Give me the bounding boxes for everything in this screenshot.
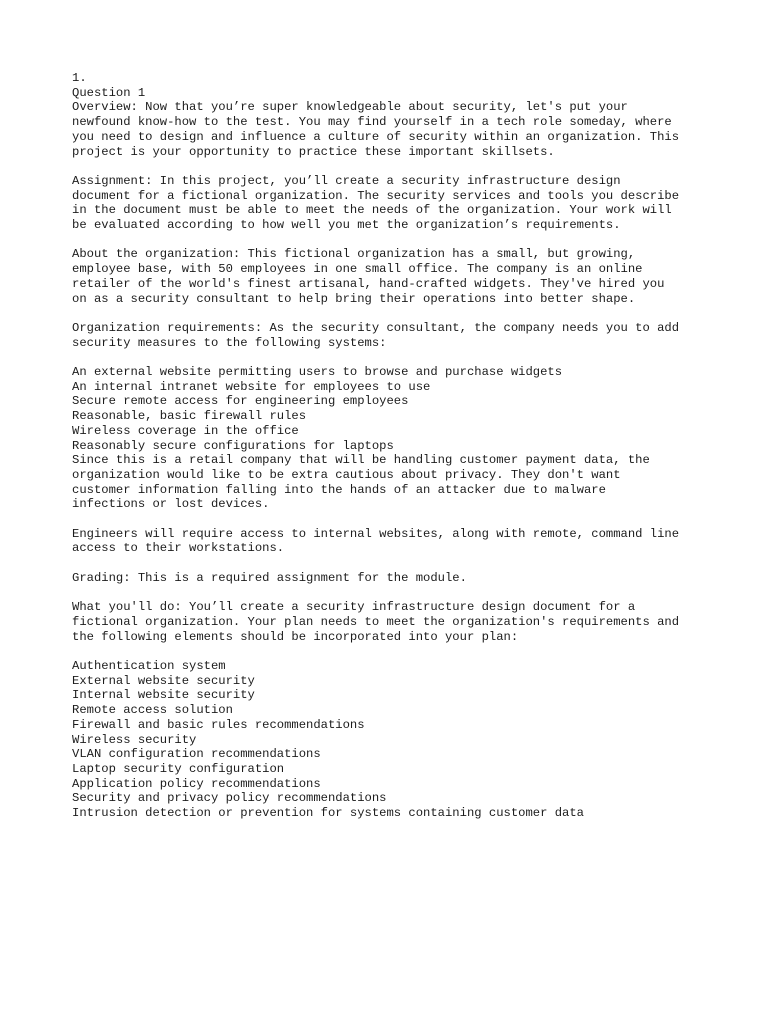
- elements-list-item: VLAN configuration recommendations: [72, 747, 321, 762]
- paragraph-gap: [72, 233, 732, 248]
- paragraph-gap: [72, 306, 732, 321]
- requirements-intro-line: security measures to the following systems:: [72, 335, 387, 350]
- elements-list-item: Laptop security configuration: [72, 761, 285, 776]
- elements-list-item: Internal website security: [72, 688, 255, 703]
- question-number: 1.: [72, 71, 87, 85]
- overview-paragraph: [72, 100, 732, 159]
- requirements-intro-paragraph: [72, 321, 732, 350]
- what-youll-do-line: the following elements should be incorporated into your plan:: [72, 629, 519, 644]
- elements-list-item: Security and privacy policy recommendations: [72, 791, 387, 806]
- document-body: [72, 71, 732, 821]
- elements-list-item: Remote access solution: [72, 703, 233, 718]
- systems-list-item: An internal intranet website for employees to use: [72, 379, 431, 394]
- elements-list: [72, 659, 732, 821]
- privacy-line: organization would like to be extra cautious about privacy. They don't want: [72, 467, 621, 482]
- elements-list-item: Intrusion detection or prevention for systems containing customer data: [72, 806, 584, 821]
- overview-line: you need to design and influence a culture of security within an organization. This: [72, 129, 680, 144]
- overview-line: newfound know-how to the test. You may find yourself in a tech role someday, where: [72, 115, 672, 130]
- elements-list-item: Wireless security: [72, 732, 197, 747]
- what-youll-do-line: fictional organization. Your plan needs to meet the organization's requirements and: [72, 614, 680, 629]
- privacy-line: infections or lost devices.: [72, 497, 270, 512]
- elements-list-item: External website security: [72, 673, 255, 688]
- privacy-paragraph: [72, 453, 732, 512]
- systems-list-item: Reasonably secure configurations for laptops: [72, 438, 394, 453]
- engineers-line: access to their workstations.: [72, 541, 285, 556]
- paragraph-gap: [72, 556, 732, 571]
- privacy-line: Since this is a retail company that will be handling customer payment data, the: [72, 453, 650, 468]
- systems-list-item: Reasonable, basic firewall rules: [72, 409, 307, 424]
- systems-list: [72, 365, 732, 453]
- paragraph-gap: [72, 586, 732, 601]
- systems-list-item: Secure remote access for engineering employees: [72, 394, 409, 409]
- assignment-paragraph: [72, 174, 732, 233]
- what-youll-do-line: What you'll do: You’ll create a security infrastructure design document for a: [72, 600, 636, 615]
- about-line: About the organization: This fictional organization has a small, but growing,: [72, 247, 636, 262]
- engineers-paragraph: [72, 527, 732, 556]
- paragraph-gap: [72, 350, 732, 365]
- about-paragraph: [72, 247, 732, 306]
- assignment-line: document for a fictional organization. The security services and tools you describe: [72, 188, 680, 203]
- assignment-line: in the document must be able to meet the needs of the organization. Your work will: [72, 203, 672, 218]
- paragraph-gap: [72, 512, 732, 527]
- elements-list-item: Application policy recommendations: [72, 776, 321, 791]
- assignment-line: be evaluated according to how well you met the organization’s requirements.: [72, 218, 621, 233]
- overview-line: project is your opportunity to practice these important skillsets.: [72, 144, 555, 159]
- about-line: on as a security consultant to help bring their operations into better shape.: [72, 291, 636, 306]
- overview-line: Overview: Now that you’re super knowledgeable about security, let's put your: [72, 100, 628, 115]
- about-line: employee base, with 50 employees in one small office. The company is an online: [72, 262, 643, 277]
- question-title: Question 1: [72, 85, 146, 100]
- grading-line: Grading: This is a required assignment for the module.: [72, 570, 467, 585]
- paragraph-gap: [72, 644, 732, 659]
- elements-list-item: Authentication system: [72, 659, 226, 673]
- what-youll-do-paragraph: [72, 600, 732, 644]
- requirements-intro-line: Organization requirements: As the security consultant, the company needs you to add: [72, 320, 680, 335]
- privacy-line: customer information falling into the hands of an attacker due to malware: [72, 482, 606, 497]
- paragraph-gap: [72, 159, 732, 174]
- systems-list-item: An external website permitting users to browse and purchase widgets: [72, 365, 563, 379]
- engineers-line: Engineers will require access to internal websites, along with remote, command line: [72, 526, 680, 541]
- about-line: retailer of the world's finest artisanal, hand-crafted widgets. They've hired you: [72, 276, 665, 291]
- elements-list-item: Firewall and basic rules recommendations: [72, 717, 365, 732]
- assignment-line: Assignment: In this project, you’ll create a security infrastructure design: [72, 173, 621, 188]
- systems-list-item: Wireless coverage in the office: [72, 423, 299, 438]
